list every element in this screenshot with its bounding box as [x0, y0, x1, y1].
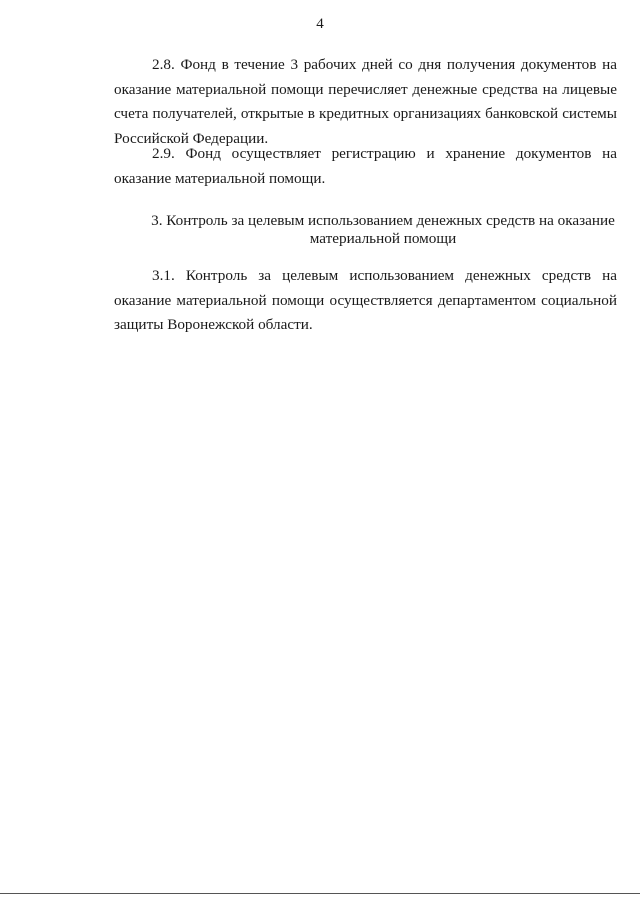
section-3-heading: 3. Контроль за целевым использованием денежных средств на оказание материальной помощи: [151, 212, 615, 247]
paragraph-2-9: 2.9. Фонд осуществляет регистрацию и хранение документов на оказание материальной помощи.: [114, 145, 617, 187]
paragraph-2-8: 2.8. Фонд в течение 3 рабочих дней со дня получения документов на оказание материальной помощи перечисляет денежные средства на лицевые счета получателей, открытые в кредитных организациях банковской системы Российской Федерации.: [114, 56, 617, 147]
paragraph-3-1: 3.1. Контроль за целевым использованием денежных средств на оказание материальной помощи осуществляется департаментом социальной защиты Воронежской области.: [114, 267, 617, 333]
page-number: 4: [316, 16, 324, 32]
page-bottom-rule: [0, 893, 640, 894]
